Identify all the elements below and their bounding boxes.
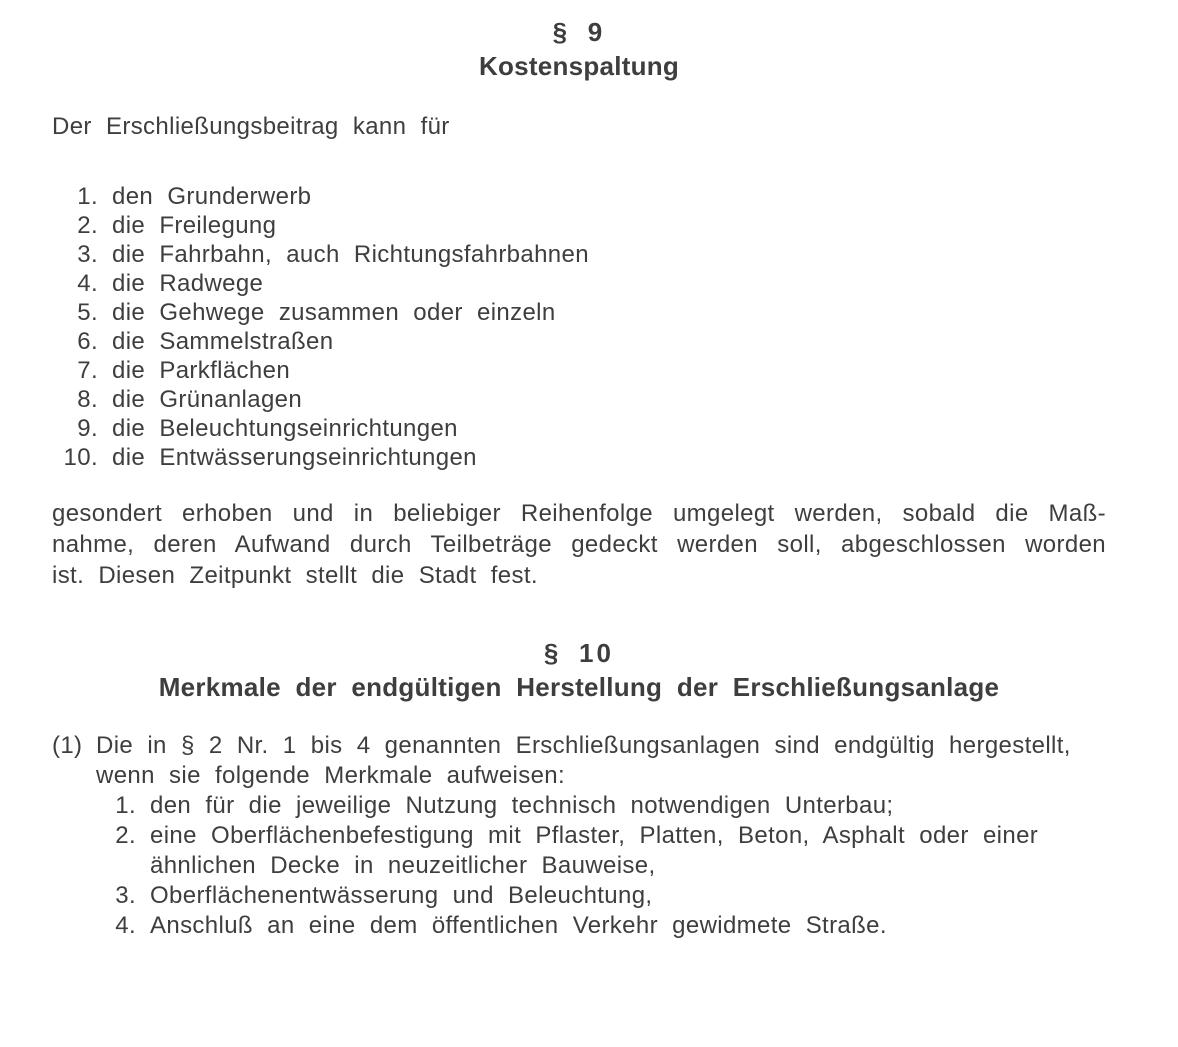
list-item xyxy=(108,821,1106,881)
list-item-text: die Entwässerungseinrichtungen xyxy=(112,444,477,471)
list-item-text xyxy=(150,911,1106,941)
list-item-text: den Grunderwerb xyxy=(112,183,312,210)
list-item xyxy=(52,356,1106,385)
section-9-heading xyxy=(52,16,1106,84)
list-item-text: die Fahrbahn, auch Richtungsfahrbahnen xyxy=(112,241,589,268)
list-item-text: die Grünanlagen xyxy=(112,386,303,413)
section-9-number: § 9 xyxy=(552,17,606,47)
list-item-text: die Sammelstraßen xyxy=(112,328,334,355)
list-item xyxy=(52,182,1106,211)
paragraph-line: wenn sie folgende Merkmale aufweisen: xyxy=(96,762,566,789)
list-item-number: 5. xyxy=(77,299,98,326)
list-item-text: die Beleuchtungseinrichtungen xyxy=(112,415,458,442)
list-item-number: 3. xyxy=(115,882,136,909)
list-item xyxy=(108,881,1106,911)
paragraph-line: Die in § 2 Nr. 1 bis 4 genannten Erschließungsanlagen sind endgültig hergestellt, xyxy=(96,732,1071,759)
list-item-number: 4. xyxy=(115,912,136,939)
list-item-number: 3. xyxy=(77,241,98,268)
list-item xyxy=(108,911,1106,941)
list-item-text: die Gehwege zusammen oder einzeln xyxy=(112,299,556,326)
list-item xyxy=(52,298,1106,327)
list-item-number: 4. xyxy=(77,270,98,297)
closing-line: gesondert erhoben und in beliebiger Reihenfolge umgelegt werden, sobald die Maß- xyxy=(52,500,1106,527)
list-item-text xyxy=(150,791,1106,821)
list-item xyxy=(52,443,1106,472)
section-10-number: § 10 xyxy=(543,638,615,668)
list-item-line: Oberflächenentwässerung und Beleuchtung, xyxy=(150,882,653,909)
list-item xyxy=(52,414,1106,443)
section-9-list xyxy=(52,182,1106,472)
list-item-line: Anschluß an eine dem öffentlichen Verkehr gewidmete Straße. xyxy=(150,912,887,939)
section-10-list xyxy=(96,791,1106,941)
list-item xyxy=(52,385,1106,414)
closing-line: nahme, deren Aufwand durch Teilbeträge gedeckt werden soll, abgeschlossen worden xyxy=(52,531,1106,558)
list-item-text xyxy=(150,881,1106,911)
list-item-number: 6. xyxy=(77,328,98,355)
list-item-line: eine Oberflächenbefestigung mit Pflaster, Platten, Beton, Asphalt oder einer xyxy=(150,822,1039,849)
list-item xyxy=(52,269,1106,298)
section-10-title: Merkmale der endgültigen Herstellung der Erschließungsanlage xyxy=(158,672,1000,702)
list-item-number: 2. xyxy=(77,212,98,239)
list-item-number: 8. xyxy=(77,386,98,413)
list-item-number: 7. xyxy=(77,357,98,384)
list-item-line: den für die jeweilige Nutzung technisch notwendigen Unterbau; xyxy=(150,792,894,819)
list-item-number: 1. xyxy=(77,183,98,210)
list-item-line: ähnlichen Decke in neuzeitlicher Bauweise, xyxy=(150,852,656,879)
section-9-title: Kostenspaltung xyxy=(478,51,680,81)
closing-line: ist. Diesen Zeitpunkt stellt die Stadt fest. xyxy=(52,562,538,589)
list-item xyxy=(52,240,1106,269)
list-item-text: die Radwege xyxy=(112,270,264,297)
list-item xyxy=(52,327,1106,356)
paragraph-number: (1) xyxy=(52,732,83,759)
list-item xyxy=(108,791,1106,821)
section-10-heading xyxy=(52,637,1106,705)
list-item-number: 9. xyxy=(77,415,98,442)
section-9-intro: Der Erschließungsbeitrag kann für xyxy=(52,113,450,140)
list-item-number: 10. xyxy=(63,444,98,471)
section-9-closing-paragraph xyxy=(52,498,1106,591)
list-item-number: 1. xyxy=(115,792,136,819)
list-item-text xyxy=(150,821,1106,881)
list-item xyxy=(52,211,1106,240)
paragraph-body xyxy=(96,731,1106,941)
list-item-text: die Freilegung xyxy=(112,212,277,239)
section-10-paragraph-1 xyxy=(52,731,1106,941)
list-item-text: die Parkflächen xyxy=(112,357,291,384)
list-item-number: 2. xyxy=(115,822,136,849)
